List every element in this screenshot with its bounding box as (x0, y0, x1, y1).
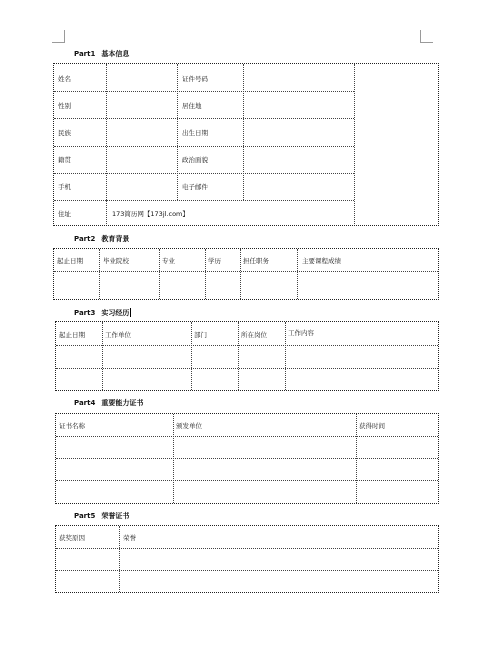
education-table (53, 248, 439, 300)
grid-line (240, 249, 241, 299)
internship-table (55, 321, 439, 391)
grid-line (106, 200, 107, 224)
section-number: Part4 (74, 399, 96, 407)
grid-line (177, 64, 178, 200)
section-title: 实习经历 (101, 309, 130, 317)
grid-line (54, 271, 438, 272)
grid-line (119, 526, 120, 592)
grid-line (56, 570, 438, 571)
table-header: 获得时间 (359, 422, 385, 430)
email-label: 电子邮件 (182, 183, 208, 191)
certificate-table (55, 413, 439, 504)
grid-line (354, 64, 355, 224)
table-header: 获奖原因 (59, 534, 85, 542)
grid-line (243, 64, 244, 200)
table-header: 部门 (194, 331, 207, 339)
section-number: Part5 (74, 512, 96, 520)
section-title: 教育背景 (101, 235, 130, 243)
phone-label: 手机 (58, 183, 71, 191)
political-status-label: 政治面貌 (182, 156, 208, 164)
section-heading-part1 (74, 49, 129, 59)
residence-label: 居住地 (182, 102, 202, 110)
grid-line (56, 345, 438, 346)
section-title: 重要能力证书 (101, 399, 144, 407)
grid-line (56, 436, 438, 437)
id-number-label: 证件号码 (182, 75, 208, 83)
table-header: 毕业院校 (103, 257, 129, 265)
text-cursor (130, 308, 131, 317)
table-header: 工作单位 (105, 331, 131, 339)
table-header: 所在岗位 (241, 331, 267, 339)
grid-line (285, 322, 286, 390)
birth-date-label: 出生日期 (182, 129, 208, 137)
grid-line (54, 91, 354, 92)
grid-line (54, 146, 354, 147)
grid-line (191, 322, 192, 390)
grid-line (297, 249, 298, 299)
crop-mark-top-right (420, 30, 433, 43)
table-header: 证书名称 (59, 422, 85, 430)
gender-label: 性别 (58, 102, 71, 110)
grid-line (99, 249, 100, 299)
grid-line (159, 249, 160, 299)
grid-line (56, 480, 438, 481)
section-heading-part2 (74, 234, 129, 244)
section-heading-part5 (74, 511, 129, 521)
table-header: 担任职务 (243, 257, 269, 265)
crop-mark-top-left (52, 30, 65, 43)
address-value: 173简历网【173jl.com】 (112, 210, 189, 218)
basic-info-table (53, 63, 439, 226)
grid-line (54, 118, 354, 119)
grid-line (54, 173, 354, 174)
name-label: 姓名 (58, 75, 71, 83)
table-header: 学历 (208, 257, 221, 265)
honor-table (55, 525, 439, 593)
grid-line (56, 548, 438, 549)
table-header: 起止日期 (59, 331, 85, 339)
section-title: 基本信息 (101, 50, 130, 58)
grid-line (238, 322, 239, 390)
grid-line (102, 322, 103, 390)
section-number: Part3 (74, 309, 96, 317)
table-header: 起止日期 (57, 257, 83, 265)
ethnicity-label: 民族 (58, 129, 71, 137)
native-place-label: 籍贯 (58, 156, 71, 164)
grid-line (205, 249, 206, 299)
table-header: 工作内容 (288, 329, 314, 337)
grid-line (54, 200, 354, 201)
grid-line (173, 414, 174, 503)
section-heading-part4 (74, 398, 143, 408)
address-label: 住址 (58, 210, 71, 218)
table-header: 专业 (162, 257, 175, 265)
table-header: 荣誉 (123, 534, 136, 542)
grid-line (106, 64, 107, 200)
section-title: 荣誉证书 (101, 512, 130, 520)
table-header: 颁发单位 (176, 422, 202, 430)
grid-line (56, 368, 438, 369)
section-heading-part3 (74, 308, 131, 318)
grid-line (356, 414, 357, 503)
table-header: 主要课程成绩 (302, 257, 341, 265)
section-number: Part2 (74, 235, 96, 243)
section-number: Part1 (74, 50, 96, 58)
grid-line (56, 458, 438, 459)
